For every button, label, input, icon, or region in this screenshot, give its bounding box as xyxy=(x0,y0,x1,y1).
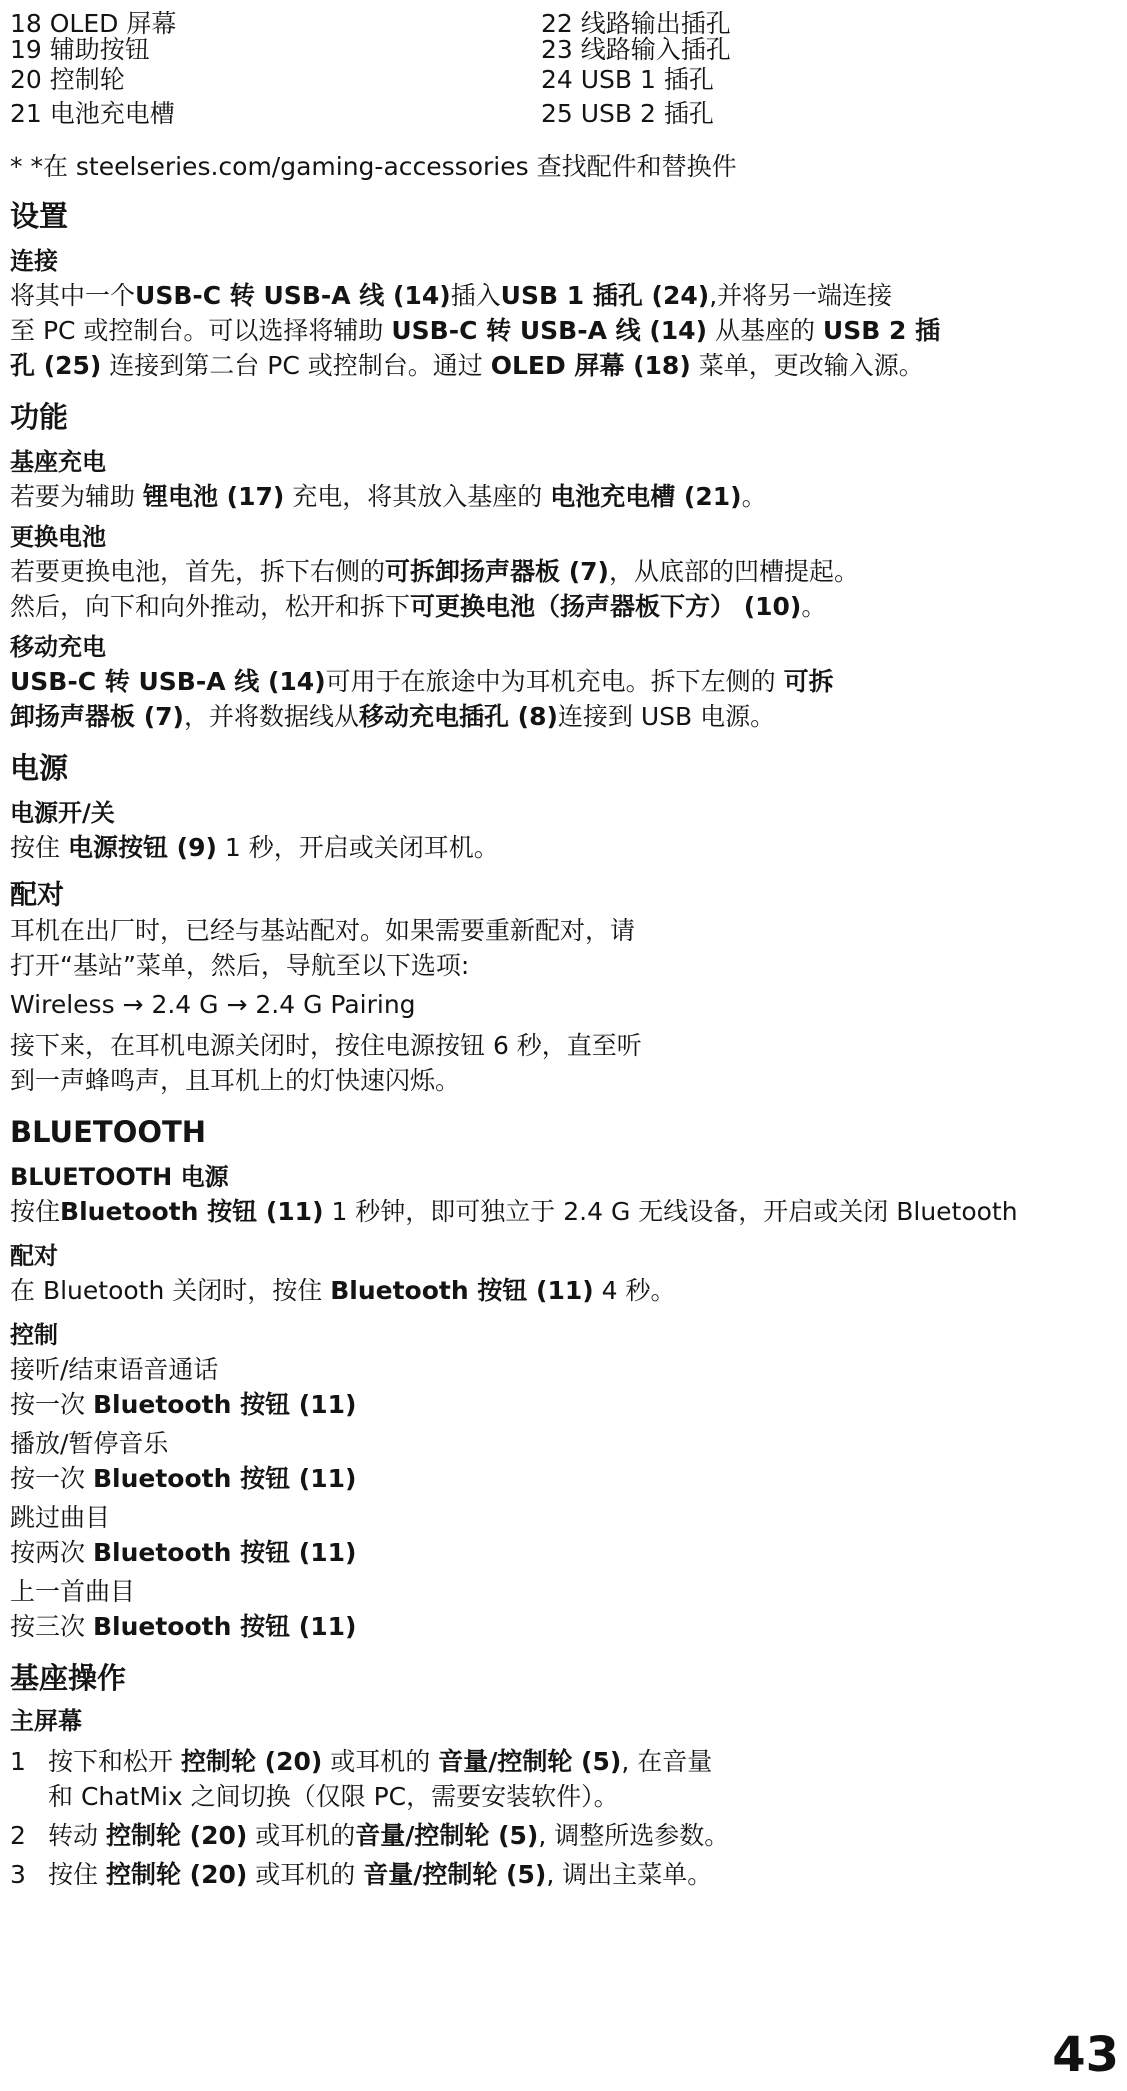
control-how: 按三次 Bluetooth 按钮 (11) xyxy=(10,1612,357,1641)
part-item: 24 USB 1 插孔 xyxy=(541,65,714,94)
part-item: 21 电池充电槽 xyxy=(10,99,175,128)
control-how: 按两次 Bluetooth 按钮 (11) xyxy=(10,1538,357,1567)
subheading-bluetooth-power: BLUETOOTH 电源 xyxy=(10,1163,229,1191)
control-action: 播放/暂停音乐 xyxy=(10,1429,169,1458)
controls-item xyxy=(10,1574,1090,1644)
part-item: 19 辅助按钮 xyxy=(10,35,150,64)
part-item: 18 OLED 屏幕 xyxy=(10,9,177,38)
section-title-base-ops: 基座操作 xyxy=(10,1661,127,1695)
paragraph-line: 将其中一个USB-C 转 USB-A 线 (14)插入USB 1 插孔 (24),并将另一端连接 xyxy=(10,281,893,310)
menu-path: Wireless → 2.4 G → 2.4 G Pairing xyxy=(10,990,416,1019)
paragraph-line: 接下来，在耳机电源关闭时，按住电源按钮 6 秒，直至听 xyxy=(10,1031,642,1060)
paragraph-line: 按住Bluetooth 按钮 (11) 1 秒钟，即可独立于 2.4 G 无线设备，开启或关闭 Bluetooth xyxy=(10,1197,1018,1226)
controls-item xyxy=(10,1426,1090,1496)
paragraph-line: 若要为辅助 锂电池 (17) 充电，将其放入基座的 电池充电槽 (21)。 xyxy=(10,482,767,511)
list-number: 3 xyxy=(10,1860,26,1889)
paragraph-line: 按住 电源按钮 (9) 1 秒，开启或关闭耳机。 xyxy=(10,833,499,862)
subheading-swap-battery: 更换电池 xyxy=(10,523,106,551)
subheading-pairing: 配对 xyxy=(10,880,64,911)
page-number: 43 xyxy=(1052,2027,1119,2083)
list-item: 3 按住 控制轮 (20) 或耳机的 音量/控制轮 (5), 调出主菜单。 xyxy=(10,1857,1090,1892)
section-title-power: 电源 xyxy=(10,751,69,785)
paragraph-line: 孔 (25) 连接到第二台 PC 或控制台。通过 OLED 屏幕 (18) 菜单，更改输入源。 xyxy=(10,351,924,380)
subheading-bluetooth-pair: 配对 xyxy=(10,1242,58,1270)
paragraph-line: 至 PC 或控制台。可以选择将辅助 USB-C 转 USB-A 线 (14) 从基座的 USB 2 插 xyxy=(10,316,941,345)
parts-list xyxy=(10,6,1090,181)
paragraph-line: 然后，向下和向外推动，松开和拆下可更换电池（扬声器板下方） (10)。 xyxy=(10,592,827,621)
subheading-mobile-charge: 移动充电 xyxy=(10,633,106,661)
subheading-controls: 控制 xyxy=(10,1321,58,1349)
section-title-setup: 设置 xyxy=(10,199,69,233)
control-how: 按一次 Bluetooth 按钮 (11) xyxy=(10,1390,357,1419)
control-action: 上一首曲目 xyxy=(10,1577,136,1606)
list-number: 2 xyxy=(10,1821,26,1850)
control-action: 接听/结束语音通话 xyxy=(10,1355,219,1384)
section-title-bluetooth: BLUETOOTH xyxy=(10,1115,207,1149)
controls-item xyxy=(10,1500,1090,1570)
subheading-connect: 连接 xyxy=(10,247,58,275)
paragraph-line: USB-C 转 USB-A 线 (14)可用于在旅途中为耳机充电。拆下左侧的 可拆 xyxy=(10,667,834,696)
part-item: 20 控制轮 xyxy=(10,65,125,94)
paragraph-line: 到一声蜂鸣声，且耳机上的灯快速闪烁。 xyxy=(10,1066,461,1095)
paragraph-line: 打开“基站”菜单，然后，导航至以下选项: xyxy=(10,951,470,980)
part-item: 22 线路输出插孔 xyxy=(541,9,731,38)
subheading-base-charge: 基座充电 xyxy=(10,448,106,476)
paragraph-line: 若要更换电池，首先，拆下右侧的可拆卸扬声器板 (7)，从底部的凹槽提起。 xyxy=(10,557,859,586)
list-item: 1 按下和松开 控制轮 (20) 或耳机的 音量/控制轮 (5), 在音量 和 ChatMix 之间切换（仅限 PC，需要安装软件）。 xyxy=(10,1744,1090,1814)
part-item: 25 USB 2 插孔 xyxy=(541,99,714,128)
part-item: 23 线路输入插孔 xyxy=(541,35,731,64)
subheading-power-onoff: 电源开/关 xyxy=(10,799,115,827)
control-how: 按一次 Bluetooth 按钮 (11) xyxy=(10,1464,357,1493)
controls-item xyxy=(10,1352,1090,1422)
paragraph-line: 在 Bluetooth 关闭时，按住 Bluetooth 按钮 (11) 4 秒。 xyxy=(10,1276,676,1305)
control-action: 跳过曲目 xyxy=(10,1503,111,1532)
paragraph-line: 耳机在出厂时，已经与基站配对。如果需要重新配对，请 xyxy=(10,916,636,945)
footnote: * *在 steelseries.com/gaming-accessories 查找配件和替换件 xyxy=(10,152,737,181)
list-item: 2 转动 控制轮 (20) 或耳机的音量/控制轮 (5), 调整所选参数。 xyxy=(10,1818,1090,1853)
list-number: 1 xyxy=(10,1747,26,1776)
section-title-features: 功能 xyxy=(10,400,69,434)
subheading-home-screen: 主屏幕 xyxy=(10,1707,82,1735)
paragraph-line: 卸扬声器板 (7)，并将数据线从移动充电插孔 (8)连接到 USB 电源。 xyxy=(10,702,776,731)
manual-page xyxy=(10,6,1090,1892)
